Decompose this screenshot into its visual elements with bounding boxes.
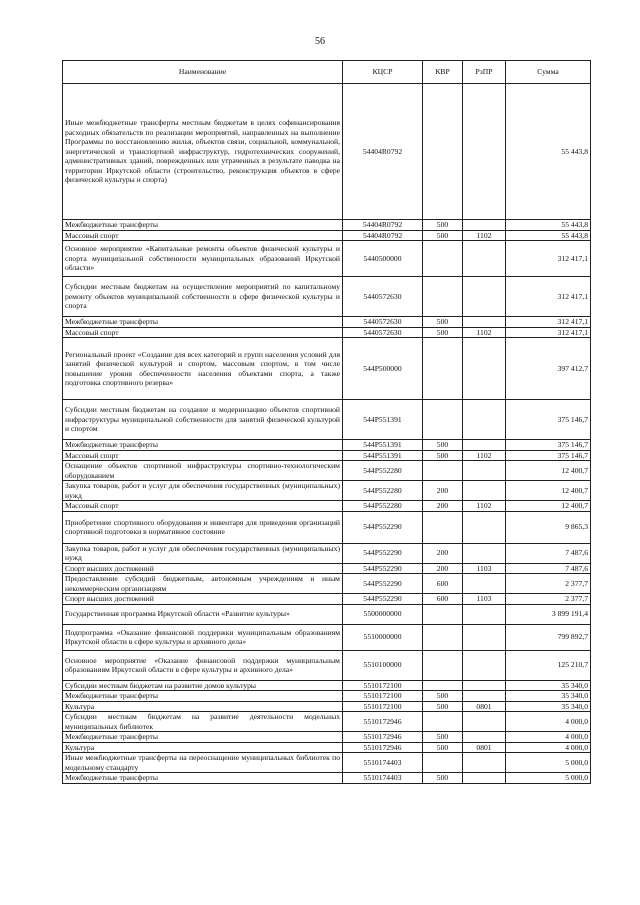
table-row: [63, 543, 591, 563]
row-sum-cell: 312 417,1: [506, 277, 591, 317]
row-kvr-cell: 200: [423, 481, 463, 501]
row-kcsr-cell: 544P551391: [343, 400, 423, 440]
table-row: [63, 481, 591, 501]
row-kvr-cell: [423, 241, 463, 277]
row-kvr-cell: 600: [423, 594, 463, 605]
row-kcsr-cell: 5500000000: [343, 604, 423, 624]
table-row: [63, 742, 591, 753]
row-kcsr-cell: 54404R0792: [343, 220, 423, 231]
row-rzpr-cell: [463, 712, 506, 732]
row-rzpr-cell: 1102: [463, 327, 506, 338]
row-sum-cell: 7 487,6: [506, 543, 591, 563]
row-kvr-cell: 200: [423, 501, 463, 512]
table-header-row: [63, 61, 591, 84]
table-row: [63, 338, 591, 400]
page-number: 56: [315, 36, 325, 47]
row-kvr-cell: 200: [423, 543, 463, 563]
row-kvr-cell: [423, 461, 463, 481]
row-kcsr-cell: 544P552290: [343, 594, 423, 605]
row-kvr-cell: 200: [423, 563, 463, 574]
row-rzpr-cell: [463, 338, 506, 400]
row-kvr-cell: [423, 680, 463, 691]
row-name-cell: Предоставление субсидий бюджетным, автономным учреждениям и иным некоммерческим организациям: [63, 574, 343, 594]
table-row: [63, 440, 591, 451]
header-name: Наименование: [63, 61, 343, 84]
row-name-cell: Оснащение объектов спортивной инфраструктуры спортивно-технологическим оборудованием: [63, 461, 343, 481]
row-kvr-cell: [423, 511, 463, 543]
row-name-cell: Межбюджетные трансферты: [63, 317, 343, 328]
row-kvr-cell: [423, 400, 463, 440]
row-name-cell: Культура: [63, 742, 343, 753]
row-name-cell: Иные межбюджетные трансферты на переоснащение муниципальных библиотек по модельному стандарту: [63, 753, 343, 773]
row-sum-cell: 4 000,0: [506, 712, 591, 732]
row-rzpr-cell: [463, 543, 506, 563]
row-name-cell: Межбюджетные трансферты: [63, 773, 343, 784]
row-sum-cell: 125 210,7: [506, 650, 591, 680]
table-row: [63, 712, 591, 732]
table-row: [63, 574, 591, 594]
row-kvr-cell: [423, 84, 463, 220]
row-kcsr-cell: 5510172946: [343, 732, 423, 743]
row-name-cell: Массовый спорт: [63, 450, 343, 461]
row-kvr-cell: 500: [423, 440, 463, 451]
row-kcsr-cell: 5440572630: [343, 317, 423, 328]
row-sum-cell: 55 443,8: [506, 230, 591, 241]
row-kcsr-cell: 5440572630: [343, 327, 423, 338]
row-name-cell: Подпрограмма «Оказание финансовой поддержки муниципальным образованиям Иркутской области в сфере культуры и архивного дела»: [63, 624, 343, 650]
row-rzpr-cell: [463, 732, 506, 743]
row-sum-cell: 2 377,7: [506, 574, 591, 594]
row-sum-cell: 2 377,7: [506, 594, 591, 605]
row-kvr-cell: 500: [423, 220, 463, 231]
row-sum-cell: 375 146,7: [506, 450, 591, 461]
row-kcsr-cell: 5510174403: [343, 773, 423, 784]
row-kcsr-cell: 5510172100: [343, 680, 423, 691]
row-kcsr-cell: 5440500000: [343, 241, 423, 277]
row-sum-cell: 55 443,8: [506, 220, 591, 231]
row-kvr-cell: 600: [423, 574, 463, 594]
row-rzpr-cell: 1102: [463, 450, 506, 461]
row-name-cell: Государственная программа Иркутской области «Развитие культуры»: [63, 604, 343, 624]
row-kcsr-cell: 544P552290: [343, 511, 423, 543]
row-sum-cell: 7 487,6: [506, 563, 591, 574]
row-kvr-cell: [423, 650, 463, 680]
row-rzpr-cell: 1103: [463, 563, 506, 574]
row-kcsr-cell: 544P500000: [343, 338, 423, 400]
row-rzpr-cell: [463, 241, 506, 277]
row-rzpr-cell: [463, 317, 506, 328]
row-rzpr-cell: 1102: [463, 501, 506, 512]
table-row: [63, 241, 591, 277]
table-row: [63, 400, 591, 440]
row-kcsr-cell: 5440572630: [343, 277, 423, 317]
row-kcsr-cell: 544P551391: [343, 440, 423, 451]
row-kcsr-cell: 5510172946: [343, 712, 423, 732]
row-kcsr-cell: 54404R0792: [343, 230, 423, 241]
row-kvr-cell: [423, 277, 463, 317]
row-sum-cell: 375 146,7: [506, 400, 591, 440]
row-sum-cell: 799 892,7: [506, 624, 591, 650]
row-kcsr-cell: 544P552290: [343, 543, 423, 563]
row-sum-cell: 5 000,0: [506, 753, 591, 773]
row-name-cell: Закупка товаров, работ и услуг для обеспечения государственных (муниципальных) нужд: [63, 481, 343, 501]
row-sum-cell: 312 417,1: [506, 317, 591, 328]
header-sum: Сумма: [506, 61, 591, 84]
table-row: [63, 624, 591, 650]
row-kcsr-cell: 5510172100: [343, 701, 423, 712]
row-kcsr-cell: 5510172100: [343, 691, 423, 702]
row-rzpr-cell: [463, 461, 506, 481]
row-kvr-cell: 500: [423, 230, 463, 241]
row-name-cell: Региональный проект «Создание для всех категорий и групп населения условий для занятий физической культурой и спортом, массовым спортом, в том числе повышение уровня обеспеченности населения объектами спорта, а также подготовка спортивного резерва»: [63, 338, 343, 400]
row-name-cell: Межбюджетные трансферты: [63, 732, 343, 743]
row-sum-cell: 5 000,0: [506, 773, 591, 784]
row-sum-cell: 4 000,0: [506, 732, 591, 743]
row-name-cell: Спорт высших достижений: [63, 594, 343, 605]
row-rzpr-cell: [463, 511, 506, 543]
row-rzpr-cell: 1102: [463, 230, 506, 241]
row-name-cell: Межбюджетные трансферты: [63, 220, 343, 231]
table-row: [63, 650, 591, 680]
row-name-cell: Субсидии местным бюджетам на развитие деятельности модельных муниципальных библиотек: [63, 712, 343, 732]
table-row: [63, 604, 591, 624]
table-row: [63, 732, 591, 743]
row-name-cell: Субсидии местным бюджетам на создание и модернизацию объектов спортивной инфраструктуры муниципальной собственности для занятий физической культурой и спортом: [63, 400, 343, 440]
row-kvr-cell: 500: [423, 701, 463, 712]
row-sum-cell: 375 146,7: [506, 440, 591, 451]
row-rzpr-cell: [463, 277, 506, 317]
row-sum-cell: 4 000,0: [506, 742, 591, 753]
table-row: [63, 680, 591, 691]
row-name-cell: Массовый спорт: [63, 501, 343, 512]
budget-table: [62, 60, 591, 784]
table-row: [63, 501, 591, 512]
row-rzpr-cell: [463, 753, 506, 773]
row-sum-cell: 35 340,0: [506, 691, 591, 702]
table-row: [63, 327, 591, 338]
header-kcsr: КЦСР: [343, 61, 423, 84]
table-row: [63, 773, 591, 784]
row-sum-cell: 12 400,7: [506, 501, 591, 512]
row-name-cell: Иные межбюджетные трансферты местным бюджетам в целях софинансирования расходных обязательств по реализации мероприятий, направленных на выполнение Программы по восстановлению жилья, объектов связи, социальной, коммунальной, энергетической и транспортной инфраструктур, гидротехнических сооружений, административных зданий, поврежденных или утраченных в результате паводка на территории Иркутской области (строительство, реконструкция объектов в сфере физической культуры и спорта): [63, 84, 343, 220]
row-sum-cell: 312 417,1: [506, 241, 591, 277]
row-rzpr-cell: 1103: [463, 594, 506, 605]
row-sum-cell: 312 417,1: [506, 327, 591, 338]
row-kcsr-cell: 544P552290: [343, 574, 423, 594]
row-sum-cell: 12 400,7: [506, 461, 591, 481]
row-kvr-cell: 500: [423, 773, 463, 784]
row-kvr-cell: 500: [423, 317, 463, 328]
row-kvr-cell: [423, 604, 463, 624]
row-sum-cell: 3 899 191,4: [506, 604, 591, 624]
header-kvr: КВР: [423, 61, 463, 84]
row-name-cell: Культура: [63, 701, 343, 712]
row-name-cell: Межбюджетные трансферты: [63, 440, 343, 451]
row-rzpr-cell: [463, 680, 506, 691]
row-rzpr-cell: [463, 440, 506, 451]
row-name-cell: Приобретение спортивного оборудования и инвентаря для приведения организаций спортивной подготовки в нормативное состояние: [63, 511, 343, 543]
row-kcsr-cell: 544P552280: [343, 461, 423, 481]
row-rzpr-cell: [463, 84, 506, 220]
table-row: [63, 230, 591, 241]
table-row: [63, 277, 591, 317]
row-name-cell: Субсидии местным бюджетам на развитие домов культуры: [63, 680, 343, 691]
table-row: [63, 220, 591, 231]
table-row: [63, 461, 591, 481]
row-rzpr-cell: [463, 624, 506, 650]
row-sum-cell: 35 340,0: [506, 701, 591, 712]
table-row: [63, 511, 591, 543]
row-kvr-cell: 500: [423, 691, 463, 702]
row-kcsr-cell: 544P552290: [343, 563, 423, 574]
row-name-cell: Основное мероприятие «Оказание финансовой поддержки муниципальным образованиям Иркутской области в сфере культуры и архивного дела»: [63, 650, 343, 680]
row-kcsr-cell: 54404R0792: [343, 84, 423, 220]
row-kvr-cell: 500: [423, 450, 463, 461]
table-body: [63, 84, 591, 784]
table-row: [63, 594, 591, 605]
table-row: [63, 753, 591, 773]
row-rzpr-cell: 0801: [463, 742, 506, 753]
row-name-cell: Массовый спорт: [63, 327, 343, 338]
header-rzpr: РзПР: [463, 61, 506, 84]
row-rzpr-cell: 0801: [463, 701, 506, 712]
row-kcsr-cell: 544P552280: [343, 501, 423, 512]
row-sum-cell: 12 400,7: [506, 481, 591, 501]
row-name-cell: Субсидии местным бюджетам на осуществление мероприятий по капитальному ремонту объектов муниципальной собственности в сфере физической культуры и спорта: [63, 277, 343, 317]
row-rzpr-cell: [463, 400, 506, 440]
row-kcsr-cell: 5510100000: [343, 650, 423, 680]
row-name-cell: Спорт высших достижений: [63, 563, 343, 574]
table-row: [63, 701, 591, 712]
row-kcsr-cell: 5510174403: [343, 753, 423, 773]
table-row: [63, 563, 591, 574]
row-kcsr-cell: 544P552280: [343, 481, 423, 501]
row-kcsr-cell: 5510000000: [343, 624, 423, 650]
row-rzpr-cell: [463, 773, 506, 784]
row-name-cell: Закупка товаров, работ и услуг для обеспечения государственных (муниципальных) нужд: [63, 543, 343, 563]
row-name-cell: Основное мероприятие «Капитальные ремонты объектов физической культуры и спорта муниципальной собственности муниципальных образований Иркутской области»: [63, 241, 343, 277]
row-rzpr-cell: [463, 691, 506, 702]
row-name-cell: Межбюджетные трансферты: [63, 691, 343, 702]
row-name-cell: Массовый спорт: [63, 230, 343, 241]
row-kvr-cell: [423, 338, 463, 400]
row-rzpr-cell: [463, 574, 506, 594]
row-rzpr-cell: [463, 220, 506, 231]
row-kvr-cell: [423, 712, 463, 732]
row-kcsr-cell: 5510172946: [343, 742, 423, 753]
table-row: [63, 450, 591, 461]
row-rzpr-cell: [463, 481, 506, 501]
row-rzpr-cell: [463, 604, 506, 624]
row-rzpr-cell: [463, 650, 506, 680]
row-sum-cell: 397 412,7: [506, 338, 591, 400]
row-sum-cell: 55 443,8: [506, 84, 591, 220]
row-sum-cell: 35 340,0: [506, 680, 591, 691]
table-row: [63, 691, 591, 702]
row-sum-cell: 9 865,3: [506, 511, 591, 543]
table-row: [63, 84, 591, 220]
row-kvr-cell: 500: [423, 732, 463, 743]
row-kvr-cell: [423, 624, 463, 650]
table-row: [63, 317, 591, 328]
row-kvr-cell: 500: [423, 742, 463, 753]
row-kvr-cell: 500: [423, 327, 463, 338]
row-kcsr-cell: 544P551391: [343, 450, 423, 461]
row-kvr-cell: [423, 753, 463, 773]
